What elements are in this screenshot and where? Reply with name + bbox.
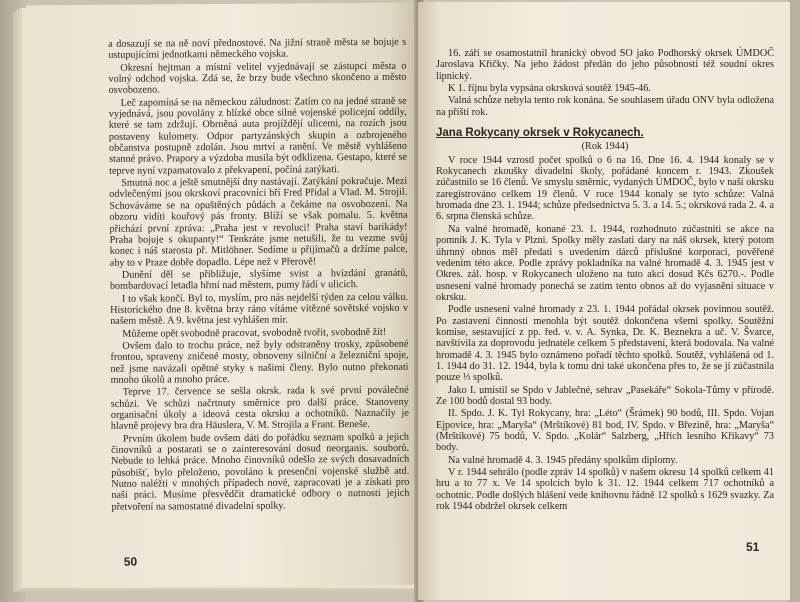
paragraph: Teprve 17. července se sešla okrsk. rada k své první poválečné schůzi. Ve schůzi načrtnuty směrnice pro další práce. Stanoveny organisační úkoly a ideová cesta okrsku a ochotníků. Naznačily je hlavně projevy bra dra Häuslera, V. M. Strojila a Frant. Beneše. [110,385,409,433]
left-page-text [108,37,409,514]
section-subheading: (Rok 1944) [581,141,629,153]
page-number-right: 51 [746,540,760,554]
paragraph: II. Spdo. J. K. Tyl Rokycany, hra: „Léto“ (Šrámek) 90 bodů, III. Spdo. Vojan Ejpovice, hra: „Maryša“ (Mrštíkové) 81 bod, IV. Spdo. v Březině, hra: „Maryša“ (Mrštíkové) 75 bodů, V. Spdo. „Kolár“ Salzberg, „Hřích lesního Křikavy“ 73 body. [436,408,774,454]
section-heading: Jana Rokycany okrsek v Rokycanech. [436,127,644,140]
paragraph: V roce 1944 vzrostl počet spolků o 6 na 16. Dne 16. 4. 1944 konaly se v Rokycanech zkoušky divadelní školy, pořádané koncem r. 1943. Zkoušek zúčastnilo se 16 členů. Ve smyslu směrnic, vydaných ÚMDOČ, bylo v naší okrsku zaregistrováno celkem 19 členů. V roce 1944 konaly se tyto schůze: Valná hromada dne 23. 1. 1944; schůze předsednictva 5. 3. a 14. 5.; okrsková rada 2. 4. a 6. srpna členská schůze. [436,154,774,223]
right-page [418,2,790,600]
paragraph: Okresní hejtman a místní velitel vyjednávají se zástupci města o volný odchod vojska. Zdá se, že brzy bude všechno skončeno a město osvobozeno. [108,60,407,97]
paragraph: Ovšem dalo to trochu práce, než byly odstraněny trosky, způsobené frontou, spraveny zničené mosty, obnoveny silniční a železniční spoje, než jsme navázali opětné styky s našimi členy. Bylo nutno překonati mnoho úkolů a mnoho práce. [110,338,409,386]
paragraph: I to však končí. Byl to, myslím, pro nás nejdelší týden za celou válku. Historického dne 8. května brzy ráno vítáme vítězné sovětské vojsko v našem městě. A 9. května jest vyhlášen mír. [110,291,409,328]
paragraph: Můžeme opět svobodně pracovat, svobodně tvořit, svobodně žít! [122,326,387,340]
paragraph: Smutná noc a ještě smutnější dny nastávají. Zatýkání pokračuje. Mezi odvlečenými jsou okrskoví pracovníci bří Fred Přidal a Vlad. M. Strojil. Schováváme se na opuštěných půdách a čekáme na osvobození. Na obzoru vidíti kouřový pás fronty. Blíží se však pomalu. 5. května přichází první zpráva: „Praha jest v revoluci! Praha staví barikády! Praha bojuje s okupanty!“ Tenkráte jsme netušili, že tu vezme svůj konec i náš starosta př. Mitlöhner. Sedíme u přijímačů a držíme palce, aby to v Praze dobře dopadlo. Lépe než v Přerově! [109,175,408,269]
paragraph: 16. září se osamostatnil hranický obvod SO jako Podhorský okrsek ÚMDOČ Jaroslava Křičky. Na jeho žádost předán do jeho působnosti též soudní okres lipnický. [436,48,774,82]
paragraph: Valná schůze nebyla tento rok konána. Se souhlasem úřadu ONV byla odložena na příští rok. [436,95,774,118]
paragraph: Na valné hromadě, konané 23. 1. 1944, rozhodnuto zúčastniti se akce na pomník J. K. Tyla v Plzni. Spolky měly zaslati dary na náš okrsek, který potom úhrnný obnos měl předati s uvedením dárců příslušné korporaci, pověřené vedením této akce. Podle zprávy pokladníka na valné hromadě 4. 3. 1945 jest v Okres. zál. hosp. v Rokycanech uloženo na tuto akci dosud Kčs 6270.-. Podle usnesení valné hromady ponechá se zatím tento obnos až do vyjasnění situace v okrsku. [436,223,774,303]
paragraph: Jako I. umístil se Spdo v Jablečné, sehrav „Pasekáře“ Sokola-Tůmy v přírodě. Ze 100 bodů dostal 93 body. [436,384,774,407]
paragraph: Na valné hromadě 4. 3. 1945 předány spolkům diplomy. [448,454,678,466]
paragraph: Dunění děl se přibližuje, slyšíme svist a hvízdání granátů, bombardovací letadla hřmí nad městem, pumy řádí v ulicích. [109,267,408,293]
page-number-left: 50 [123,554,138,569]
paragraph: a dosazují se na ně noví přednostové. Na jižní straně města se bojuje s ustupujícími jednotkami německého vojska. [108,36,407,62]
paragraph: Podle usnesení valné hromady z 23. 1. 1944 pořádal okrsek povinnou soutěž. Po zastavení činnosti menohla být soutěž dokončena všemi spolky. Soutěžní komise, sestavující z pp. řed. v. v. A. Synka, Dr. K. Beznekra a uč. V. Švarce, navštívila za doprovodu jednatele celkem 5 představení, která bodovala. Na valné hromadě 4. 3. 1945 bylo oznámeno pořadí těchto spolků. Soutěž, vyhlášená od 1. 1. 1944 do 31. 12. 1944, byla k tomu dni také ukončena přes to, že se ji zúčastnila pouze ⅓ spolků. [436,304,774,384]
left-page [26,3,424,588]
paragraph: Leč zapomíná se na německou záludnost: Zatím co na jedné straně se vyjednává, jsou povolány z blízké obce silné vojenské policejní oddíly, které se tam zdržují. Obrněná auta projíždějí ulicemi, na rozích jsou postaveny kulomety. Odpor partyzánských skupin a ozbrojeného občanstva postupně zdolán. Jsou mrtví a ranění. Ve městě vyhlášeno stanné právo. Prapory a výzdoba musila být odklizena. Gestapo, které se teprve nyní vzpamatovalo z překvapení, počíná zatýkati. [108,95,408,177]
paragraph: V r. 1944 sehrálo (podle zpráv 14 spolků) v našem okresu 14 spolků celkem 41 hru a to 77 x. Ve 14 spolcích bylo k 31. 12. 1944 celkem 717 ochotníků a ochotnic. Podle došlých hlášení vede knihovnu řádně 12 spolků s 1629 svazky. Za rok 1944 obdržel okrsek celkem [436,467,774,513]
right-page-text [436,48,774,513]
paragraph: Prvním úkolem bude ovšem dáti do pořádku seznam spolků a jejich činovníků a postarati se o zainteresování dosud neorganis. souborů. Nebude to lehká práce. Mnoho činovníků odešlo ze svých dosavadních působišť, bylo přeloženo, povoláno k presenční vojenské službě atd. Nutno naléžti v mnohých případech nové, zapracovati je a získati pro naši práci. Musíme přesvědčit dramatické odbory o nutnosti jejich přetvoření na samostatné divadelní spolky. [111,431,410,513]
paragraph: K 1. říjnu byla vypsána okrsková soutěž 1945-46. [448,83,651,95]
